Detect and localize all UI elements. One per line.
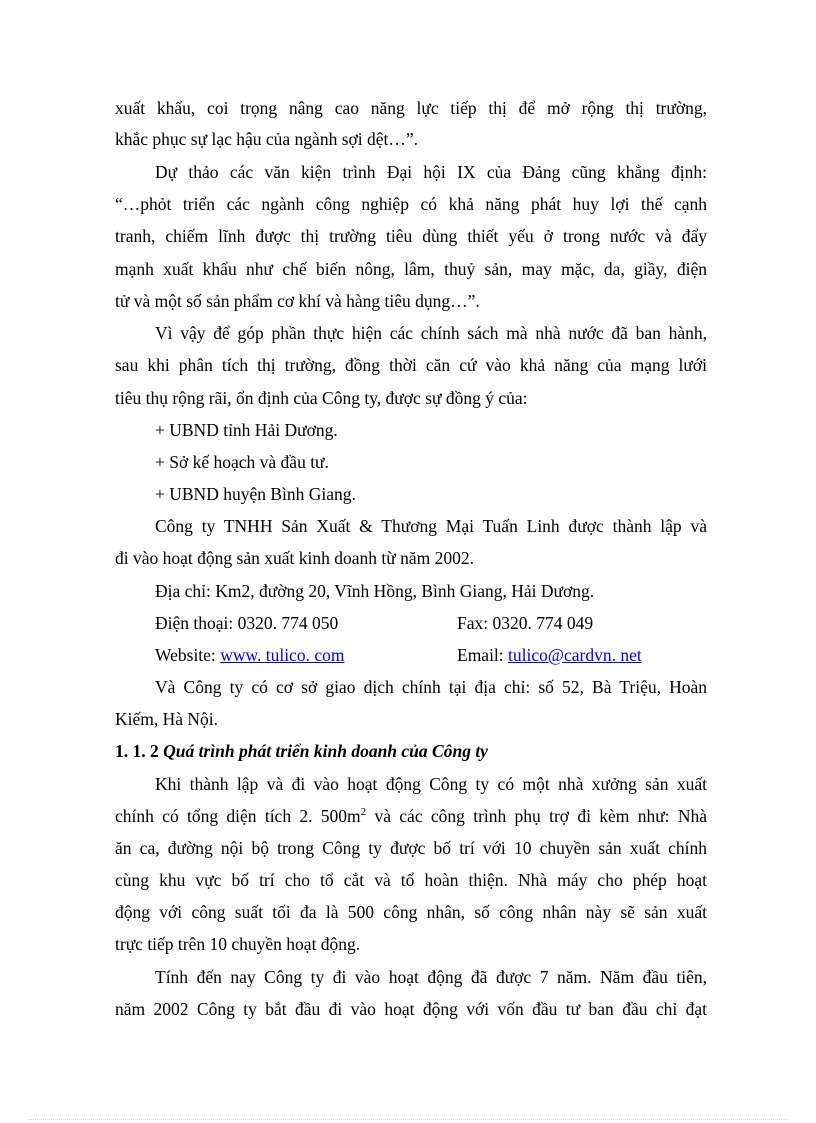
text-line: cùng khu vực bố trí cho tổ cắt và tổ hoàn thiện. Nhà máy cho phép hoạt [115,870,707,890]
text-line: Và Công ty có cơ sở giao dịch chính tại địa chỉ: số 52, Bà Triệu, Hoàn [155,677,707,697]
text-line: Công ty TNHH Sản Xuất & Thương Mại Tuấn Linh được thành lập và [155,516,707,536]
page-divider [28,1119,788,1120]
text-line: Kiếm, Hà Nội. [115,709,219,729]
text-line [115,805,707,827]
address-line: Địa chỉ: Km2, đường 20, Vĩnh Hồng, Bình Giang, Hải Dương. [155,581,595,601]
section-title: Quá trình phát triển kinh doanh của Công ty [163,741,488,761]
section-heading [115,740,488,762]
text-line: mạnh xuất khẩu như chế biến nông, lâm, thuỷ sản, may mặc, da, giầy, điện [115,259,707,279]
phone-text: Điện thoại: 0320. 774 050 [155,613,339,633]
text-line: tử và một số sản phẩm cơ khí và hàng tiêu dụng…”. [115,291,480,311]
section-number: 1. 1. 2 [115,741,159,761]
website-label: Website: [155,645,216,665]
text-line: “…phỏt triển các ngành công nghiệp có khả năng phát huy lợi thế cạnh [115,194,707,214]
text-line: Vì vậy để góp phần thực hiện các chính sách mà nhà nước đã ban hành, [155,323,707,343]
text-line: đi vào hoạt động sản xuất kinh doanh từ năm 2002. [115,548,474,568]
website-link[interactable]: www. tulico. com [220,645,345,665]
text-line: Khi thành lập và đi vào hoạt động Công ty có một nhà xưởng sản xuất [155,774,707,794]
text-line: Dự thảo các văn kiện trình Đại hội IX của Đảng cũng khẳng định: [155,162,707,182]
email-row [457,644,642,666]
text-span: và các công trình phụ trợ đi kèm như: Nhà [366,806,707,826]
text-line: trực tiếp trên 10 chuyền hoạt động. [115,934,361,954]
list-item: + Sở kế hoạch và đầu tư. [155,452,329,472]
superscript: 2 [360,806,367,819]
text-line: động với công suất tối đa là 500 công nhân, số công nhân này sẽ sản xuất [115,902,707,922]
text-span: chính có tổng diện tích 2. 500m [115,806,361,826]
text-line: khắc phục sự lạc hậu của ngành sợi dệt…”. [115,129,419,149]
text-line: năm 2002 Công ty bắt đầu đi vào hoạt động với vốn đầu tư ban đầu chỉ đạt [115,999,707,1019]
text-line: tiêu thụ rộng rãi, ổn định của Công ty, được sự đồng ý của: [115,388,528,408]
text-line: tranh, chiếm lĩnh được thị trường tiêu dùng thiết yếu ở trong nước và đẩy [115,226,707,246]
text-line: ăn ca, đường nội bộ trong Công ty được bố trí với 10 chuyền sản xuất chính [115,838,707,858]
email-label: Email: [457,645,504,665]
text-line: sau khi phân tích thị trường, đồng thời căn cứ vào khả năng của mạng lưới [115,355,707,375]
email-link[interactable]: tulico@cardvn. net [508,645,642,665]
list-item: + UBND tỉnh Hải Dương. [155,420,338,440]
text-line: xuất khẩu, coi trọng nâng cao năng lực tiếp thị để mở rộng thị trường, [115,98,707,118]
list-item: + UBND huyện Bình Giang. [155,484,356,504]
text-line: Tính đến nay Công ty đi vào hoạt động đã được 7 năm. Năm đầu tiên, [155,967,707,987]
website-row [155,644,344,666]
fax-text: Fax: 0320. 774 049 [457,613,594,633]
